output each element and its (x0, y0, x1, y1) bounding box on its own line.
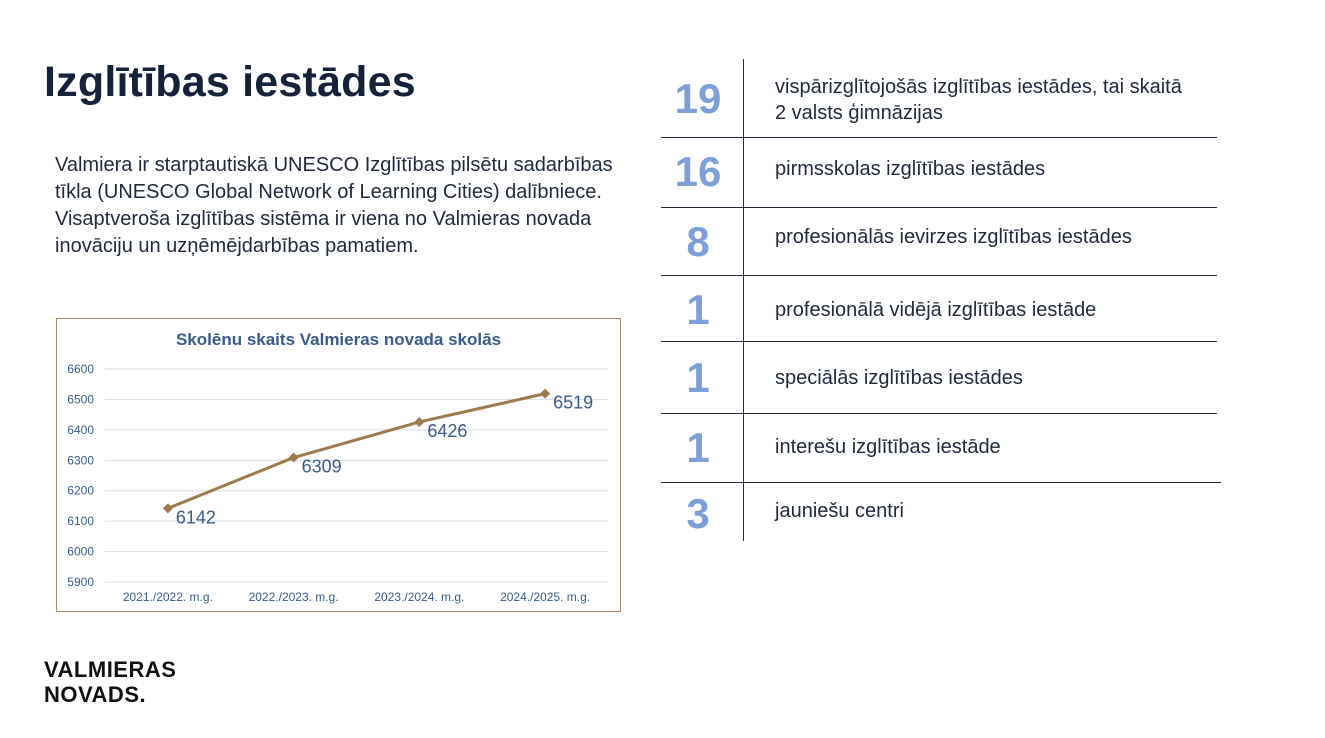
x-tick-label: 2023./2024. m.g. (374, 590, 465, 604)
y-tick-label: 6100 (67, 514, 94, 529)
data-point (289, 453, 299, 463)
data-label: 6426 (427, 420, 468, 441)
data-point (163, 503, 173, 513)
chart-container (56, 318, 621, 612)
y-tick-label: 6000 (67, 544, 94, 559)
line-chart (57, 319, 622, 613)
y-tick-label: 6500 (67, 392, 94, 407)
intro-text: Valmiera ir starptautiskā UNESCO Izglītības pilsētu sadarbības tīkla (UNESCO Global Network of Learning Cities) dalībniece. Visaptveroša izglītības sistēma ir viena no Valmieras novada inovāciju un uzņēmējdarbības pamatiem. (55, 154, 613, 257)
stat-number: 16 (674, 148, 722, 195)
data-label: 6309 (301, 456, 342, 477)
data-point (540, 389, 550, 399)
stat-label: vispārizglītojošās izglītības iestādes, tai skaitā 2 valsts ģimnāzijas (775, 76, 1182, 124)
page-title: Izglītības iestādes (44, 58, 416, 106)
stat-label: interešu izglītības iestāde (775, 436, 1001, 458)
stat-number: 19 (674, 75, 722, 122)
data-point (414, 417, 424, 427)
chart-title: Skolēnu skaits Valmieras novada skolās (175, 330, 502, 349)
logo-line-2: NOVADS. (44, 682, 147, 707)
y-tick-label: 6200 (67, 483, 94, 498)
stat-label: jauniešu centri (775, 500, 904, 522)
y-tick-label: 5900 (67, 575, 94, 589)
stat-row (661, 276, 1217, 342)
y-tick-label: 6400 (67, 422, 94, 437)
brand-logo (44, 657, 176, 707)
stat-number: 1 (686, 286, 710, 333)
y-tick-label: 6600 (67, 362, 94, 376)
data-label: 6142 (175, 507, 216, 528)
x-tick-label: 2024./2025. m.g. (500, 590, 591, 604)
y-tick-label: 6300 (67, 453, 94, 468)
stat-row (661, 138, 1217, 208)
stat-label: speciālās izglītības iestādes (775, 367, 1023, 389)
stat-row (661, 414, 1221, 483)
stat-number: 1 (686, 424, 710, 471)
x-tick-label: 2021./2022. m.g. (122, 590, 213, 604)
logo-line-1: VALMIERAS (44, 657, 177, 682)
stat-row (661, 342, 1217, 414)
stats-table (661, 59, 1221, 541)
x-tick-label: 2022./2023. m.g. (248, 590, 339, 604)
stat-number: 3 (686, 490, 710, 537)
stat-row (661, 483, 1217, 541)
stat-row (661, 208, 1217, 276)
data-label: 6519 (553, 392, 594, 413)
stat-row (661, 59, 1217, 138)
stat-number: 8 (686, 218, 710, 265)
stat-label: profesionālās ievirzes izglītības iestādes (775, 226, 1132, 248)
stat-label: profesionālā vidējā izglītības iestāde (775, 299, 1097, 321)
stat-number: 1 (686, 354, 710, 401)
stat-label: pirmsskolas izglītības iestādes (775, 158, 1046, 180)
